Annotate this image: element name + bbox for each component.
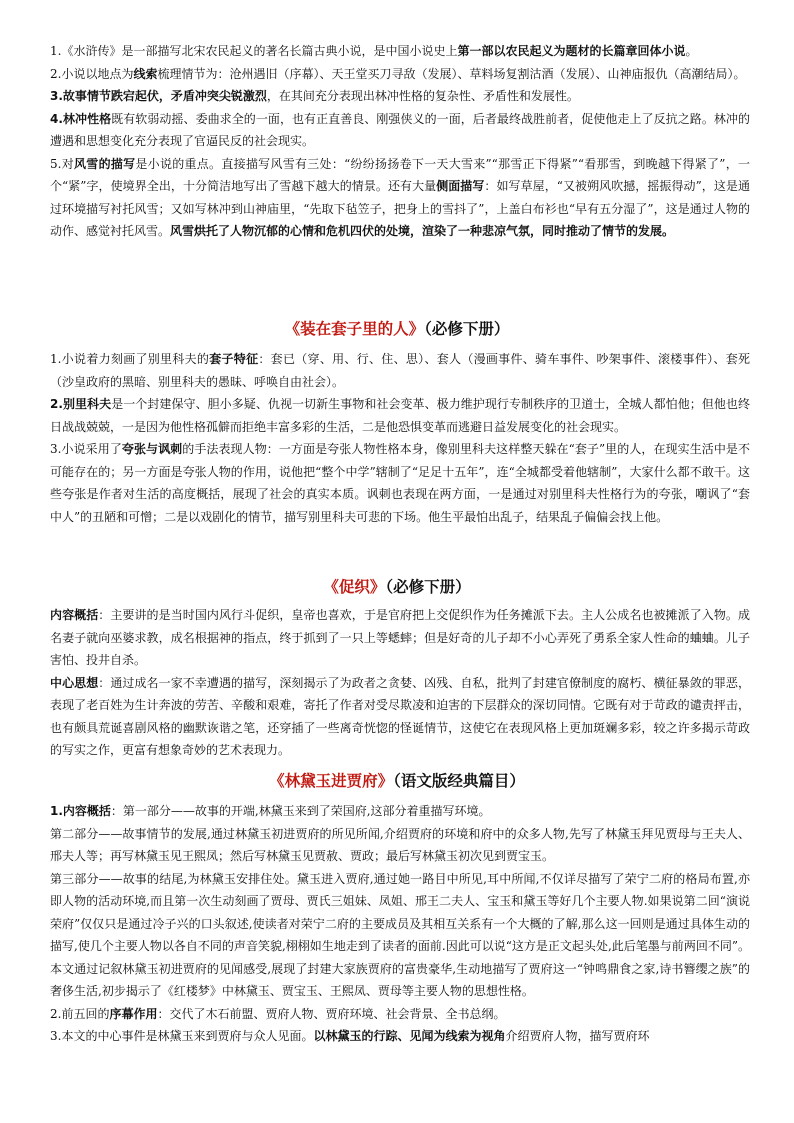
section-shuihu bbox=[50, 40, 750, 243]
paragraph-3: 3.小说采用了夸张与讽刺的手法表现人物：一方面是夸张人物性格本身，像别里科夫这样整天躲在“套子”里的人，在现实生活中是不可能存在的；另一方面是夸张人物的作用，说他把“整个中学”辖制了“足足十五年”，连“全城都受着他辖制”，大家什么都不敢干。这些夸张是作者对生活的高度概括，展现了社会的真实本质。讽刺也表现在两方面，一是通过对别里科夫性格行为的夸张，嘲讽了“套中人”的丑陋和可憎；二是以戏剧化的情节，描写别里科夫可悲的下场。他生平最怕出乱子，结果乱子偏偏会找上他。 bbox=[50, 442, 750, 524]
paragraph-1: 1.《水浒传》是一部描写北宋农民起义的著名长篇古典小说，是中国小说史上第一部以农民起义为题材的长篇章回体小说。 bbox=[50, 44, 698, 58]
section-daiyu bbox=[50, 800, 750, 1048]
section-heading-taozi: 《装在套子里的人》（必修下册） bbox=[284, 320, 510, 338]
paragraph-5: 3.本文的中心事件是林黛玉来到贾府与众人见面。以林黛玉的行踪、见闻为线索为视角介绍贾府人物，描写贾府环 bbox=[50, 1029, 650, 1043]
paragraph-2: 中心思想：通过成名一家不幸遭遇的描写，深刻揭示了为政者之贪婪、凶残、自私，批判了封建官僚制度的腐朽、横征暴敛的罪恶，表现了老百姓为生计奔波的劳苦、辛酸和艰难，寄托了作者对受尽欺凌和迫害的下层群众的深切同情。它既有对于苛政的谴责抨击，也有颇具荒诞喜剧风格的幽默诙谐之笔，还穿插了一些离奇恍惚的怪诞情节，这使它在表现风格上更加斑斓多彩，较之许多揭示苛政的写实之作，更富有想象奇妙的艺术表现力。 bbox=[50, 675, 750, 757]
paragraph-4: 4.林冲性格既有软弱动摇、委曲求全的一面，也有正直善良、刚强侠义的一面，后者最终战胜前者，促使他走上了反抗之路。林冲的遭遇和思想变化充分表现了官逼民反的社会现实。 bbox=[50, 111, 750, 148]
paragraph-3: 3.故事情节跌宕起伏，矛盾冲突尖锐激烈，在其间充分表现出林冲性格的复杂性、矛盾性和发展性。 bbox=[50, 89, 579, 103]
paragraph-2: 第二部分——故事情节的发展,通过林黛玉初进贾府的所见所闻,介绍贾府的环境和府中的众多人物,先写了林黛玉拜见贾母与王夫人、邢夫人等；再写林黛玉见王熙凤；然后写林黛玉见贾赦、贾政；最后写林黛玉初次见到贾宝玉。 bbox=[50, 826, 750, 863]
paragraph-4: 2.前五回的序幕作用：交代了木石前盟、贾府人物、贾府环境、社会背景、全书总纲。 bbox=[50, 1006, 506, 1021]
paragraph-1: 内容概括：主要讲的是当时国内风行斗促织，皇帝也喜欢，于是官府把上交促织作为任务摊派下去。主人公成名也被摊派了入物。成名妻子就向巫婆求教，成名根据神的指点，终于抓到了一只上等蟋蟀；但是好奇的儿子却不小心弄死了勇系全家人性命的蛐蛐。儿子害怕、投井自杀。 bbox=[50, 608, 750, 667]
paragraph-1: 1.内容概括：第一部分——故事的开端,林黛玉来到了荣国府,这部分着重描写环境。 bbox=[50, 804, 491, 818]
paragraph-5: 5.对风雪的描写是小说的重点。直接描写风雪有三处：“纷纷扬扬卷下一天大雪来”“那雪正下得紧”“看那雪，到晚越下得紧了”，一个“紧”字，使境界全出，十分简洁地写出了雪越下越大的情景。还有大量侧面描写：如写草屋，“又被朔风吹撼，摇振得动”，这是通过环境描写衬托风雪；又如写林冲到山神庙里，“先取下毡笠子，把身上的雪抖了”，上盖白布衫也“早有五分湿了”，这是通过人物的动作、感觉衬托风雪。风雪烘托了人物沉郁的心情和危机四伏的处境，渲染了一种悲凉气氛，同时推动了情节的发展。 bbox=[50, 156, 750, 238]
paragraph-2: 2.别里科夫是一个封建保守、胆小多疑、仇视一切新生事物和社会变革、极力维护现行专制秩序的卫道士，全城人都怕他；但他也终日战战兢兢，一是因为他性格孤僻而拒绝丰富多彩的生活，二是他恐惧变革而逃避日益发展变化的社会现实。 bbox=[50, 397, 750, 434]
section-taozi bbox=[50, 348, 750, 528]
section-heading-cuzhi: 《促织》（必修下册） bbox=[323, 578, 471, 596]
paragraph-2: 2.小说以地点为线索梳理情节为：沧州遇旧（序幕）、天王堂买刀寻敌（发展）、草料场复割沽酒（发展）、山神庙报仇（高潮结局）。 bbox=[50, 66, 746, 81]
section-heading-daiyu: 《林黛玉进贾府》（语文版经典篇目） bbox=[269, 772, 525, 790]
paragraph-3: 第三部分——故事的结尾,为林黛玉安排住处。黛玉进入贾府,通过她一路目中所见,耳中所闻,不仅详尽描写了荣宁二府的格局布置,亦即人物的活动环境,而且第一次生动刻画了贾母、贾氏三姐妹、凤姐、邢王二夫人、宝玉和黛玉等好几个主要人物.如果说第二回“演说荣府”仅仅只是通过冷子兴的口头叙述,使读者对荣宁二府的主要成员及其相互关系有一个大概的了解,那么这一回则是通过具体生动的描写,使几个主要人物以各自不同的声音笑貌,栩栩如生地走到了读者的面前.因此可以说“这方是正文起头处,此后笔墨与前两回不同”。本文通过记叙林黛玉初进贾府的见闻感受,展现了封建大家族贾府的富贵豪华,生动地描写了贾府这一“钟鸣鼎食之家,诗书簪缨之族”的奢侈生活,初步揭示了《红楼梦》中林黛玉、贾宝玉、王熙凤、贾母等主要人物的思想性格。 bbox=[50, 871, 750, 998]
section-cuzhi bbox=[50, 604, 750, 762]
paragraph-1: 1.小说着力刻画了别里科夫的套子特征：套已（穿、用、行、住、思）、套人（漫画事件、骑车事件、吵架事件、滚楼事件）、套死（沙皇政府的黑暗、别里科夫的愚昧、呼唤自由社会）。 bbox=[50, 352, 750, 389]
